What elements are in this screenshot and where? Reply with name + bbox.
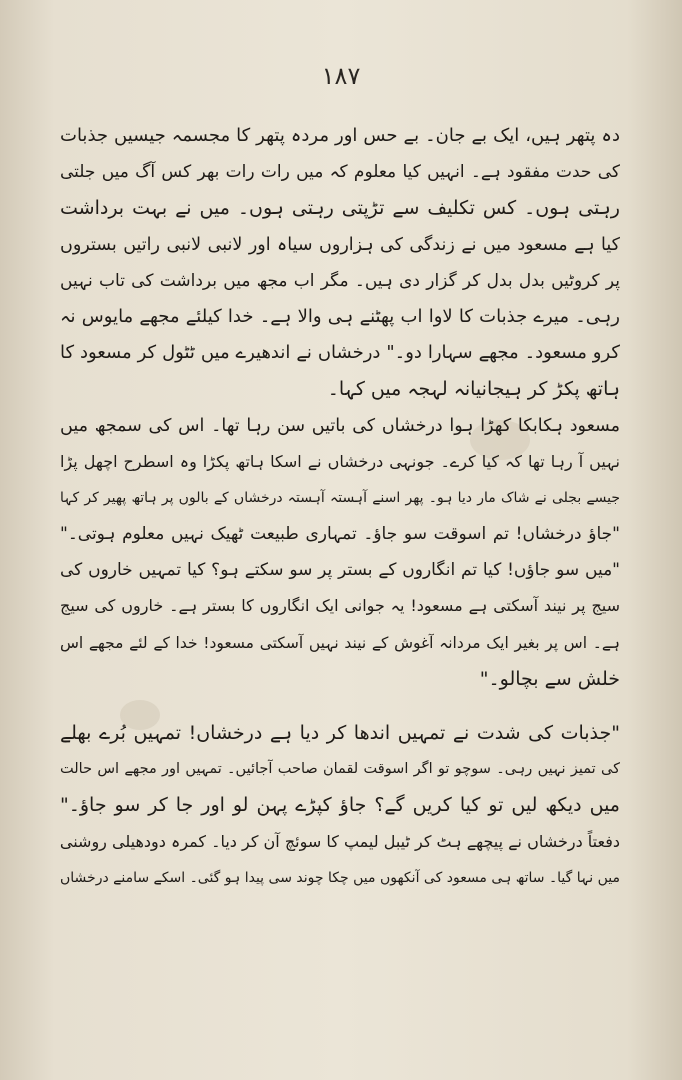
text-line: نہیں آ رہا تھا کہ کیا کرے۔ جونہی درخشاں نے اسکا ہاتھ پکڑا وہ اسطرح اچھل پڑا [60,451,620,471]
text-line: میں دیکھ لیں تو کیا کریں گے؟ جاؤ کپڑے پہن لو اور جا کر سو جاؤ۔" [60,794,620,817]
text-line: خلش سے بچالو۔" [479,667,620,690]
text-line: "جاؤ درخشاں! تم اسوقت سو جاؤ۔ تمہاری طبیعت ٹھیک نہیں معلوم ہوتی۔" [60,524,620,545]
text-line: دہ پتھر ہیں، ایک بے جان۔ بے حس اور مردہ پتھر کا مجسمہ جیسیں جذبات [60,125,620,146]
text-line: کیا ہے مسعود میں نے زندگی کی ہزاروں سیاہ اور لانبی لانبی راتیں بستروں [60,234,620,255]
text-line: رہی۔ میرے جذبات کا لاوا اب پھٹنے ہی والا ہے۔ خدا کیلئے مجھے مایوس نہ [60,305,620,327]
text-line: میں نہا گیا۔ ساتھ ہی مسعود کی آنکھوں میں چکا چوند سی پیدا ہو گئی۔ اسکے سامنے درخشاں [60,869,620,886]
paragraph-spacer [60,697,620,715]
text-line: پر کروٹیں بدل بدل کر گزار دی ہیں۔ مگر اب مجھ میں برداشت کی تاب نہیں [60,270,620,291]
paragraph-1 [60,118,620,408]
paragraph-3 [60,715,620,896]
text-line: جیسے بجلی نے شاک مار دیا ہو۔ پھر اسنے آہستہ آہستہ درخشاں کے بالوں پر ہاتھ پھیر کر کہا [60,489,620,506]
text-line: ہاتھ پکڑ کر ہیجانیانہ لہجہ میں کہا۔ [327,378,620,401]
text-line: رہتی ہوں۔ کس تکلیف سے تڑپتی رہتی ہوں۔ میں نے بہت برداشت [60,197,620,220]
text-line: کی حدت مفقود ہے۔ انہیں کیا معلوم کہ میں رات رات بھر کس آگ میں جلتی [60,162,620,183]
text-line: دفعتاً درخشاں نے پیچھے ہٹ کر ٹیبل لیمپ کا سوئچ آن کر دیا۔ کمرہ دودھیلی روشنی [60,831,620,851]
text-line: سیج پر نیند آسکتی ہے مسعود! یہ جوانی ایک انگاروں کا بستر ہے۔ خاروں کی سیج [60,596,620,616]
text-line: کرو مسعود۔ مجھے سہارا دو۔" درخشاں نے اندھیرے میں ٹٹول کر مسعود کا [60,342,620,364]
text-line: "میں سو جاؤں! کیا تم انگاروں کے بستر پر سو سکتے ہو؟ کیا تمہیں خاروں کی [60,560,620,581]
text-line: کی تمیز نہیں رہی۔ سوچو تو اگر اسوقت لقمان صاحب آجائیں۔ تمہیں اور مجھے اس حالت [60,761,620,778]
text-line: مسعود ہکابکا کھڑا ہوا درخشاں کی باتیں سن رہا تھا۔ اس کی سمجھ میں [60,415,620,436]
text-line: "جذبات کی شدت نے تمہیں اندھا کر دیا ہے درخشاں! تمہیں بُرے بھلے [60,722,620,744]
page-number: ۱۸۷ [321,62,361,90]
paragraph-2 [60,408,620,698]
text-line: ہے۔ اس پر بغیر ایک مردانہ آغوش کے نیند نہیں آسکتی مسعود! خدا کے لئے مجھے اس [60,633,620,652]
body-text [60,118,620,896]
